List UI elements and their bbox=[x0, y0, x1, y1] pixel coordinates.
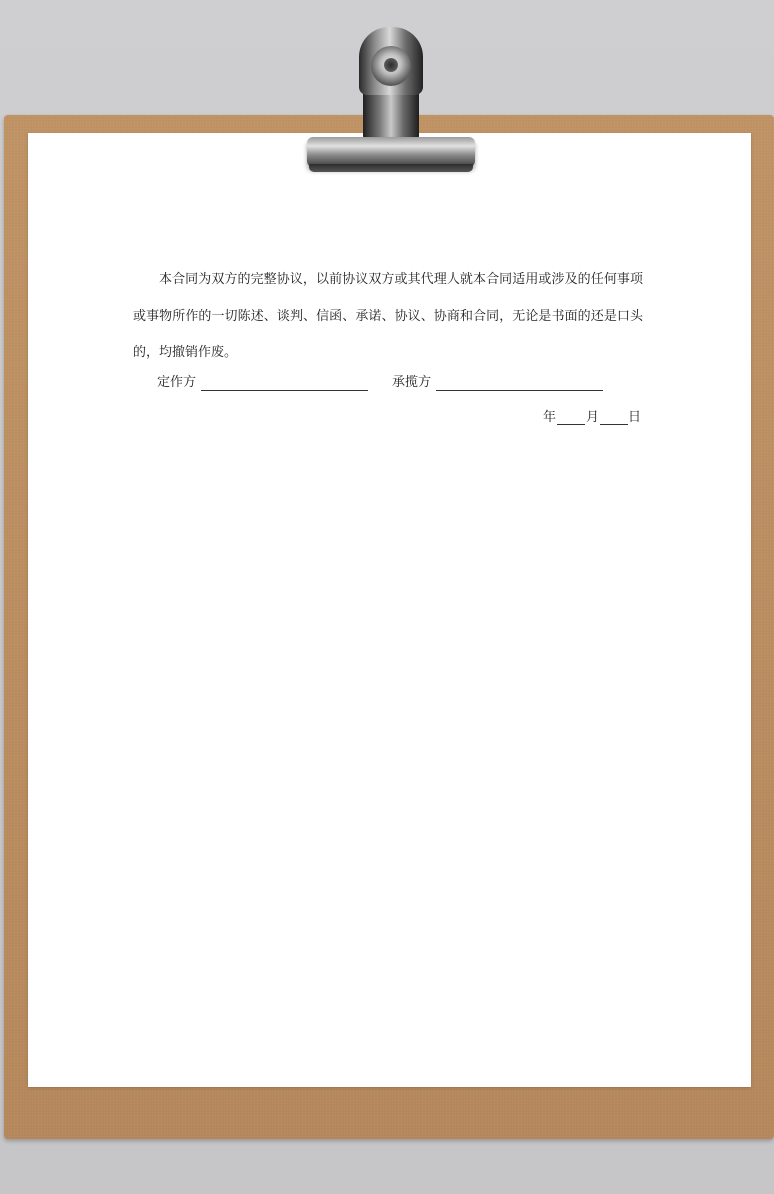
date-month-label: 月 bbox=[586, 410, 600, 425]
date-day-label: 日 bbox=[628, 410, 642, 425]
clip-ring-dot bbox=[384, 58, 398, 72]
date-day-blank[interactable] bbox=[600, 424, 628, 425]
clip-base bbox=[307, 137, 475, 167]
party-b-label: 承揽方 bbox=[392, 375, 432, 390]
clip-base-edge bbox=[309, 164, 473, 172]
clip-neck bbox=[363, 88, 419, 140]
date-year-label: 年 bbox=[543, 410, 557, 425]
date-month-blank[interactable] bbox=[557, 424, 585, 425]
party-a-signature-line[interactable] bbox=[201, 390, 368, 391]
contract-paragraph: 本合同为双方的完整协议，以前协议双方或其代理人就本合同适用或涉及的任何事项或事物所作的一切陈述、谈判、信函、承诺、协议、协商和合同，无论是书面的还是口头的，均撤销作废。 bbox=[133, 272, 643, 360]
party-b-signature-line[interactable] bbox=[436, 390, 603, 391]
party-a-label: 定作方 bbox=[157, 375, 197, 390]
